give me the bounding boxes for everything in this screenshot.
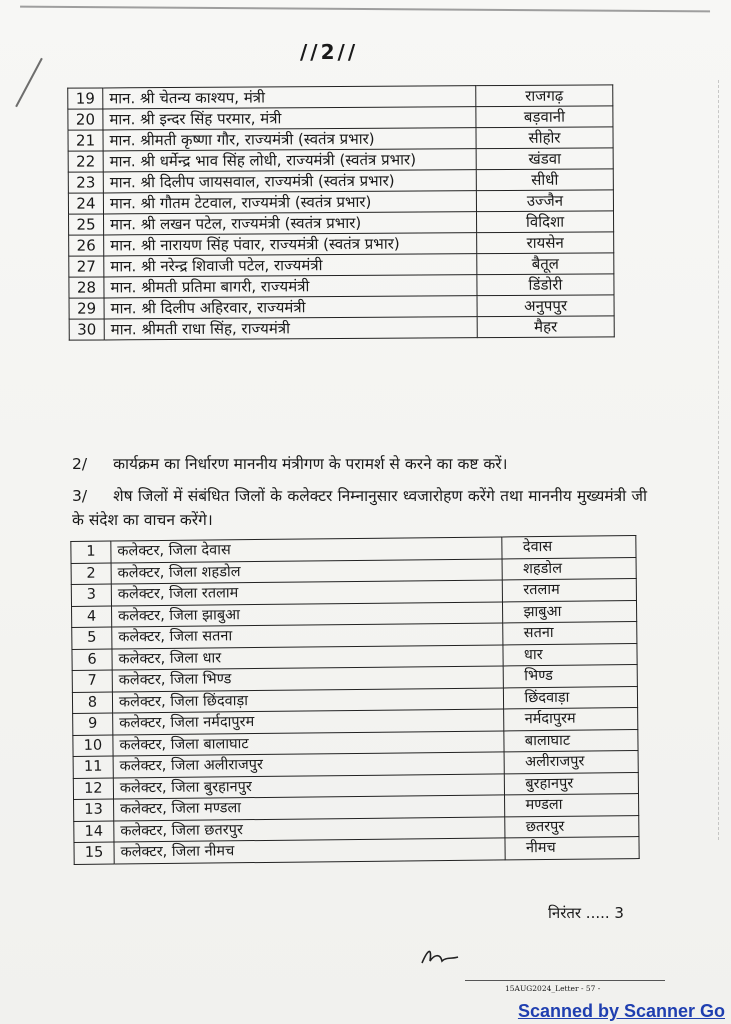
serial-number: 15 xyxy=(74,842,114,864)
district-name: रतलाम xyxy=(503,579,637,602)
district-name: बड़वानी xyxy=(476,106,613,128)
serial-number: 13 xyxy=(74,799,114,821)
serial-number: 20 xyxy=(68,109,103,130)
paragraph-text: शेष जिलों में संबंधित जिलों के कलेक्टर निम्नानुसार ध्वजारोहण करेंगे तथा माननीय मुख्यमंत्री जी के संदेश का वाचन करेंगे। xyxy=(72,487,647,529)
district-name: सीधी xyxy=(476,169,613,191)
paragraph-text: कार्यक्रम का निर्धारण माननीय मंत्रीगण के परामर्श से करने का कष्ट करें। xyxy=(113,455,508,473)
serial-number: 30 xyxy=(69,319,104,340)
table-row xyxy=(69,274,614,298)
serial-number: 6 xyxy=(72,649,112,671)
district-name: उज्जैन xyxy=(476,190,613,212)
entry-name: कलेक्टर, जिला शहडोल xyxy=(111,558,503,584)
serial-number: 22 xyxy=(68,151,103,172)
entry-name: मान. श्रीमती कृष्णा गौर, राज्यमंत्री (स्वतंत्र प्रभार) xyxy=(103,128,476,151)
entry-name: मान. श्रीमती प्रतिमा बागरी, राज्यमंत्री xyxy=(104,275,477,298)
district-name: झाबुआ xyxy=(503,600,637,623)
collectors-table xyxy=(70,535,639,864)
district-name: धार xyxy=(503,643,637,666)
entry-name: कलेक्टर, जिला बालाघाट xyxy=(113,730,505,756)
ministers-table xyxy=(67,84,615,340)
district-name: अलीराजपुर xyxy=(504,751,638,774)
entry-name: मान. श्री चेतन्य काश्यप, मंत्री xyxy=(103,86,476,109)
entry-name: मान. श्री नरेन्द्र शिवाजी पटेल, राज्यमंत्री xyxy=(104,254,477,277)
entry-name: कलेक्टर, जिला देवास xyxy=(111,537,503,563)
entry-name: मान. श्री धर्मेन्द्र भाव सिंह लोधी, राज्यमंत्री (स्वतंत्र प्रभार) xyxy=(103,149,476,172)
district-name: सतना xyxy=(503,622,637,645)
table-row xyxy=(68,85,613,109)
continued-note: निरंतर ..... 3 xyxy=(548,904,624,922)
footer-reference: 15AUG2024_Letter - 57 - xyxy=(505,984,601,993)
district-name: नर्मदापुरम xyxy=(504,708,638,731)
serial-number: 11 xyxy=(73,756,113,778)
entry-name: कलेक्टर, जिला सतना xyxy=(112,623,504,649)
entry-name: कलेक्टर, जिला भिण्ड xyxy=(112,666,504,692)
table-row xyxy=(69,232,614,256)
paragraph-2 xyxy=(72,452,642,476)
serial-number: 19 xyxy=(68,88,103,109)
district-name: बुरहानपुर xyxy=(505,772,639,795)
serial-number: 25 xyxy=(69,214,104,235)
signature-mark xyxy=(420,945,460,967)
table-row xyxy=(69,211,614,235)
serial-number: 5 xyxy=(72,627,112,649)
table-row xyxy=(69,316,614,340)
serial-number: 14 xyxy=(74,821,114,843)
serial-number: 7 xyxy=(72,670,112,692)
serial-number: 1 xyxy=(71,541,111,563)
serial-number: 10 xyxy=(73,735,113,757)
serial-number: 12 xyxy=(73,778,113,800)
pen-stroke xyxy=(15,58,43,108)
entry-name: कलेक्टर, जिला अलीराजपुर xyxy=(113,752,505,778)
district-name: डिंडोरी xyxy=(477,274,614,296)
table-row xyxy=(69,253,614,277)
entry-name: मान. श्री दिलीप जायसवाल, राज्यमंत्री (स्वतंत्र प्रभार) xyxy=(103,170,476,193)
district-name: मैहर xyxy=(477,316,614,338)
district-name: बालाघाट xyxy=(504,729,638,752)
scanner-watermark: Scanned by Scanner Go xyxy=(517,1001,725,1021)
table-row xyxy=(69,295,614,319)
entry-name: मान. श्री नारायण सिंह पंवार, राज्यमंत्री (स्वतंत्र प्रभार) xyxy=(104,233,477,256)
paragraph-number: 2/ xyxy=(72,455,88,473)
entry-name: मान. श्री लखन पटेल, राज्यमंत्री (स्वतंत्र प्रभार) xyxy=(104,212,477,235)
district-name: मण्डला xyxy=(505,794,639,817)
entry-name: मान. श्री दिलीप अहिरवार, राज्यमंत्री xyxy=(104,296,477,319)
table-row xyxy=(68,190,613,214)
entry-name: कलेक्टर, जिला नीमच xyxy=(114,838,506,864)
district-name: राजगढ़ xyxy=(476,85,613,107)
footer-rule xyxy=(465,980,665,981)
serial-number: 28 xyxy=(69,277,104,298)
serial-number: 8 xyxy=(72,692,112,714)
serial-number: 9 xyxy=(73,713,113,735)
table-row xyxy=(68,106,613,130)
entry-name: कलेक्टर, जिला नर्मदापुरम xyxy=(113,709,505,735)
district-name: देवास xyxy=(502,536,636,559)
serial-number: 29 xyxy=(69,298,104,319)
table-row xyxy=(68,127,613,151)
district-name: शहडोल xyxy=(502,557,636,580)
entry-name: मान. श्री इन्दर सिंह परमार, मंत्री xyxy=(103,107,476,130)
table-row xyxy=(68,169,613,193)
district-name: रायसेन xyxy=(477,232,614,254)
district-name: नीमच xyxy=(505,837,639,860)
district-name: अनुपपुर xyxy=(477,295,614,317)
serial-number: 26 xyxy=(69,235,104,256)
entry-name: मान. श्री गौतम टेटवाल, राज्यमंत्री (स्वतंत्र प्रभार) xyxy=(103,191,476,214)
serial-number: 27 xyxy=(69,256,104,277)
district-name: बैतूल xyxy=(477,253,614,275)
district-name: छतरपुर xyxy=(505,815,639,838)
entry-name: कलेक्टर, जिला मण्डला xyxy=(113,795,505,821)
entry-name: कलेक्टर, जिला बुरहानपुर xyxy=(113,773,505,799)
serial-number: 3 xyxy=(71,584,111,606)
district-name: छिंदवाड़ा xyxy=(504,686,638,709)
serial-number: 21 xyxy=(68,130,103,151)
serial-number: 23 xyxy=(68,172,103,193)
entry-name: कलेक्टर, जिला झाबुआ xyxy=(111,601,503,627)
entry-name: कलेक्टर, जिला छिंदवाड़ा xyxy=(112,687,504,713)
district-name: भिण्ड xyxy=(504,665,638,688)
table-row xyxy=(68,148,613,172)
paragraph-number: 3/ xyxy=(72,487,88,505)
serial-number: 4 xyxy=(72,606,112,628)
paper-right-edge xyxy=(718,80,731,840)
entry-name: कलेक्टर, जिला छतरपुर xyxy=(114,816,506,842)
district-name: खंडवा xyxy=(476,148,613,170)
serial-number: 2 xyxy=(71,563,111,585)
serial-number: 24 xyxy=(68,193,103,214)
entry-name: मान. श्रीमती राधा सिंह, राज्यमंत्री xyxy=(104,317,477,340)
paper-top-edge xyxy=(20,6,710,27)
entry-name: कलेक्टर, जिला धार xyxy=(112,644,504,670)
district-name: विदिशा xyxy=(476,211,613,233)
entry-name: कलेक्टर, जिला रतलाम xyxy=(111,580,503,606)
page-number-marker: //2// xyxy=(300,40,359,64)
district-name: सीहोर xyxy=(476,127,613,149)
paragraph-3 xyxy=(72,484,647,532)
